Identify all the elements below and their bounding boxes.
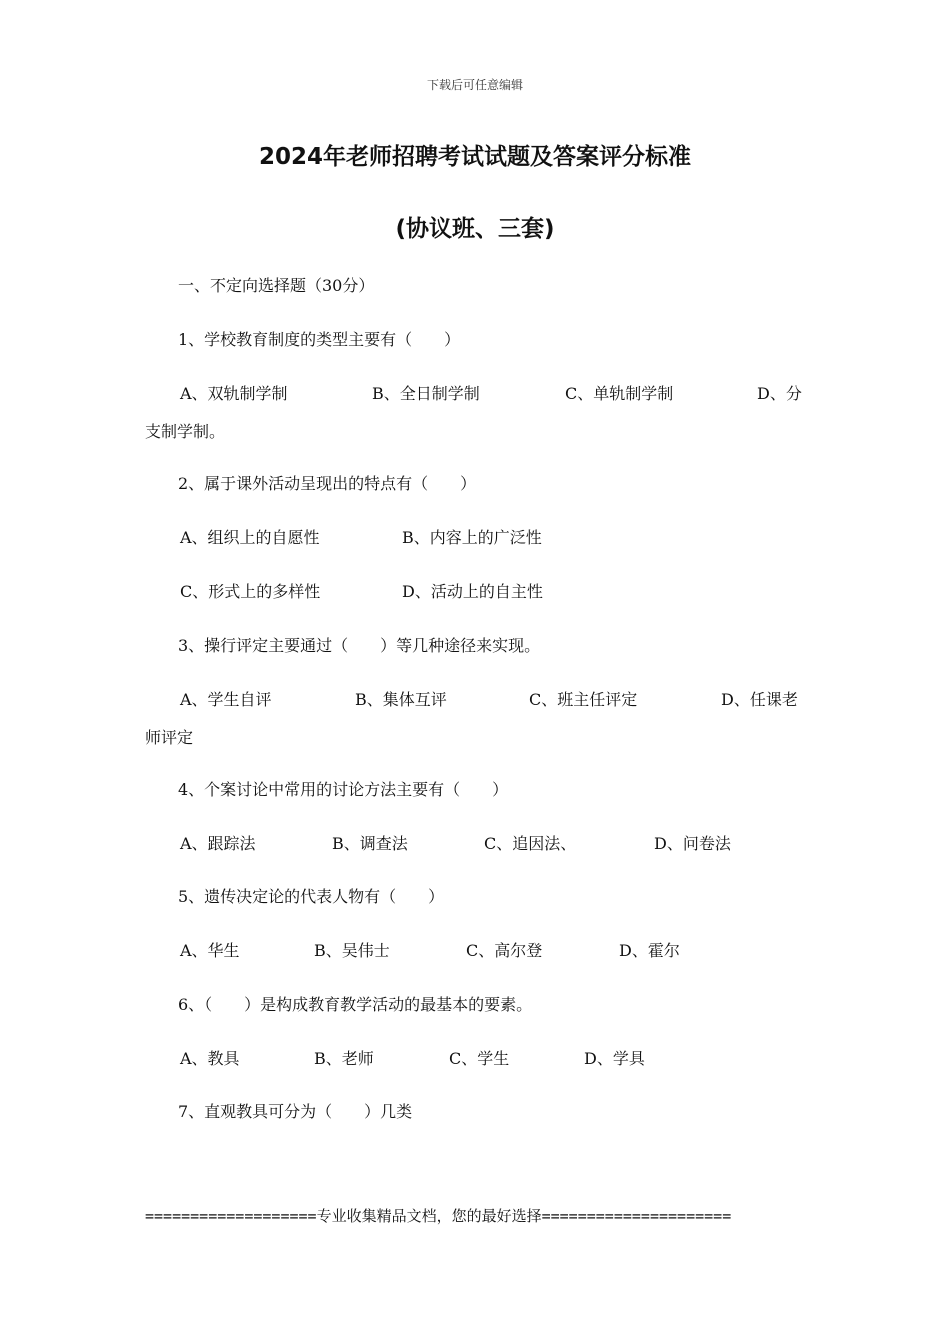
option-d: D、学具 xyxy=(584,1049,645,1068)
header-note: 下载后可任意编辑 xyxy=(426,78,523,92)
document-title: 2024年老师招聘考试试题及答案评分标准 xyxy=(258,144,691,170)
question-stem: 3、操行评定主要通过（ ）等几种途径来实现。 xyxy=(178,636,541,655)
question-stem: 1、学校教育制度的类型主要有（ ） xyxy=(178,330,461,349)
option-continuation: 支制学制。 xyxy=(145,422,226,441)
section-heading: 一、不定向选择题（30分） xyxy=(178,276,375,295)
option-b: B、内容上的广泛性 xyxy=(402,528,542,547)
option-d: D、活动上的自主性 xyxy=(402,582,543,601)
option-b: B、调查法 xyxy=(332,834,408,853)
option-a: A、教具 xyxy=(180,1049,240,1068)
question-stem: 5、遗传决定论的代表人物有（ ） xyxy=(178,887,445,906)
option-a: A、跟踪法 xyxy=(180,834,256,853)
option-c: C、单轨制学制 xyxy=(565,384,674,403)
option-c: C、追因法、 xyxy=(484,834,577,853)
document-subtitle: (协议班、三套) xyxy=(395,216,555,242)
option-b: B、全日制学制 xyxy=(372,384,480,403)
option-d: D、分 xyxy=(757,384,802,403)
option-d: D、问卷法 xyxy=(654,834,731,853)
question-stem: 4、个案讨论中常用的讨论方法主要有（ ） xyxy=(178,780,509,799)
option-a: A、双轨制学制 xyxy=(180,384,288,403)
option-c: C、高尔登 xyxy=(466,941,543,960)
option-a: A、华生 xyxy=(180,941,240,960)
option-c: C、班主任评定 xyxy=(529,690,638,709)
option-a: A、学生自评 xyxy=(180,690,272,709)
footer-banner: ===================专业收集精品文档，您的最好选择===================== xyxy=(145,1207,732,1225)
option-b: B、吴伟士 xyxy=(314,941,390,960)
option-a: A、组织上的自愿性 xyxy=(180,528,320,547)
option-b: B、集体互评 xyxy=(355,690,447,709)
question-stem: 7、直观教具可分为（ ）几类 xyxy=(178,1102,413,1121)
question-stem: 6、（ ）是构成教育教学活动的最基本的要素。 xyxy=(178,995,533,1014)
option-c: C、形式上的多样性 xyxy=(180,582,321,601)
question-stem: 2、属于课外活动呈现出的特点有（ ） xyxy=(178,474,477,493)
option-b: B、老师 xyxy=(314,1049,374,1068)
option-d: D、任课老 xyxy=(721,690,798,709)
option-d: D、霍尔 xyxy=(619,941,680,960)
option-continuation: 师评定 xyxy=(145,728,194,747)
option-c: C、学生 xyxy=(449,1049,510,1068)
